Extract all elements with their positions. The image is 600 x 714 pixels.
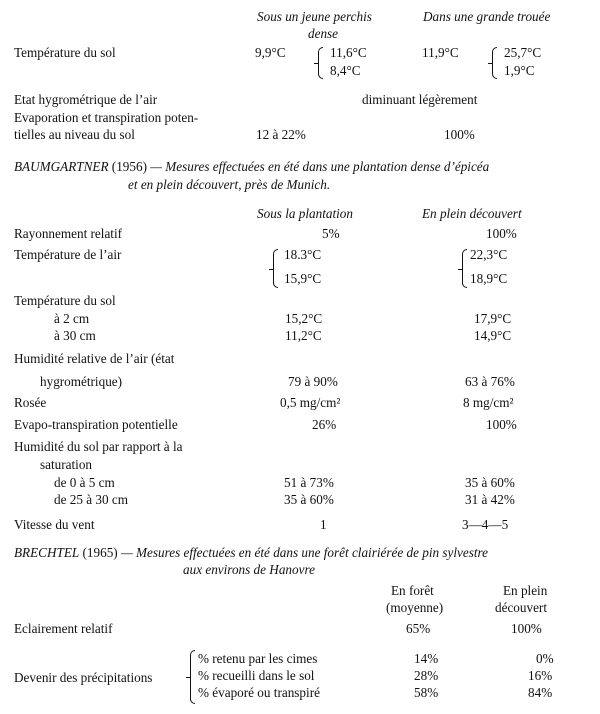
value-cell: diminuant légèrement [362,92,478,107]
value-cell: 100% [444,127,475,142]
col-header-plein: En plein [503,583,548,598]
value-cell: 17,9°C [474,311,512,326]
brace-icon [462,249,467,288]
row-label: Température de l’air [14,247,122,262]
row-label: Evapo-transpiration potentielle [14,417,178,432]
brace-icon [273,249,278,288]
sub-row-label: % retenu par les cimes [198,651,318,666]
year: (1965) [82,545,118,560]
col-header-foret: En forêt [391,583,434,598]
col-header-perchis-cont: dense [308,26,339,41]
value-cell: 1,9°C [504,63,535,78]
value-cell: 1 [320,517,327,532]
value-cell: 11,6°C [330,45,367,60]
value-cell: 12 à 22% [256,127,306,142]
value-cell: 14% [414,651,439,666]
brace-icon [318,47,323,79]
value-cell: 5% [322,226,340,241]
value-cell: 63 à 76% [465,374,515,389]
col-header-foret-cont: (moyenne) [386,600,444,615]
col-header-decouvert: En plein découvert [422,206,522,221]
value-cell: 15,2°C [285,311,323,326]
row-label: Humidité relative de l’air (état [14,351,175,366]
sub-row-label: % recueilli dans le sol [198,668,315,683]
row-label: Humidité du sol par rapport à la [14,439,183,454]
row-label-evaporation-cont: tielles au niveau du sol [14,127,135,142]
row-sublabel: de 25 à 30 cm [54,492,128,507]
value-cell: 25,7°C [504,45,542,60]
value-cell: 100% [486,417,517,432]
year: (1956) [111,159,147,174]
brace-icon [190,650,195,704]
row-label: Devenir des précipitations [14,670,153,685]
row-sublabel: à 2 cm [54,311,90,326]
value-cell: 18,9°C [470,271,508,286]
col-header-plein-cont: découvert [495,600,547,615]
value-cell: 28% [414,668,439,683]
value-cell: 58% [414,685,439,700]
row-label: Vitesse du vent [14,517,95,532]
row-label: Eclairement relatif [14,621,113,636]
author-name: BAUMGARTNER [14,159,109,174]
value-cell: 9,9°C [255,45,286,60]
description-cont: aux environs de Hanovre [183,562,315,577]
value-cell: 14,9°C [474,328,512,343]
section-heading [14,160,489,173]
col-header-plantation: Sous la plantation [257,206,353,221]
row-label-temperature-sol: Température du sol [14,45,116,60]
value-cell: 3—4—5 [462,517,509,532]
value-cell: 8,4°C [330,63,361,78]
value-cell: 65% [406,621,431,636]
description: — Mesures effectuées en été dans une forêt clairiérée de pin sylvestre [120,545,489,560]
row-sublabel: à 30 cm [54,328,96,343]
value-cell: 22,3°C [470,247,508,262]
col-header-perchis: Sous un jeune perchis [257,9,372,24]
value-cell: 100% [486,226,517,241]
row-sublabel: de 0 à 5 cm [54,475,115,490]
description-cont: et en plein découvert, près de Munich. [128,177,331,192]
value-cell: 31 à 42% [465,492,515,507]
value-cell: 0,5 mg/cm² [280,395,341,410]
row-label-evaporation: Evaporation et transpiration poten- [14,110,199,125]
value-cell: 11,2°C [285,328,322,343]
sub-row-label: % évaporé ou transpiré [198,685,320,700]
value-cell: 16% [528,668,553,683]
value-cell: 79 à 90% [288,374,338,389]
value-cell: 51 à 73% [284,475,334,490]
row-label-etat-hygro: Etat hygrométrique de l’air [14,92,158,107]
value-cell: 15,9°C [284,271,322,286]
row-label-cont: hygrométrique) [40,374,123,389]
value-cell: 0% [536,651,554,666]
description: — Mesures effectuées en été dans une plantation dense d’épicéa [150,159,490,174]
row-label: Température du sol [14,293,116,308]
value-cell: 8 mg/cm² [463,395,514,410]
col-header-trouee: Dans une grande trouée [423,9,551,24]
value-cell: 11,9°C [422,45,459,60]
value-cell: 84% [528,685,553,700]
value-cell: 35 à 60% [284,492,334,507]
author-name: BRECHTEL [14,545,80,560]
value-cell: 35 à 60% [465,475,515,490]
row-label: Rayonnement relatif [14,226,123,241]
brace-icon [492,47,497,79]
value-cell: 18.3°C [284,247,322,262]
row-label-cont: saturation [40,457,93,472]
row-label: Rosée [14,395,47,410]
section-heading [14,546,488,559]
value-cell: 100% [511,621,542,636]
value-cell: 26% [312,417,337,432]
